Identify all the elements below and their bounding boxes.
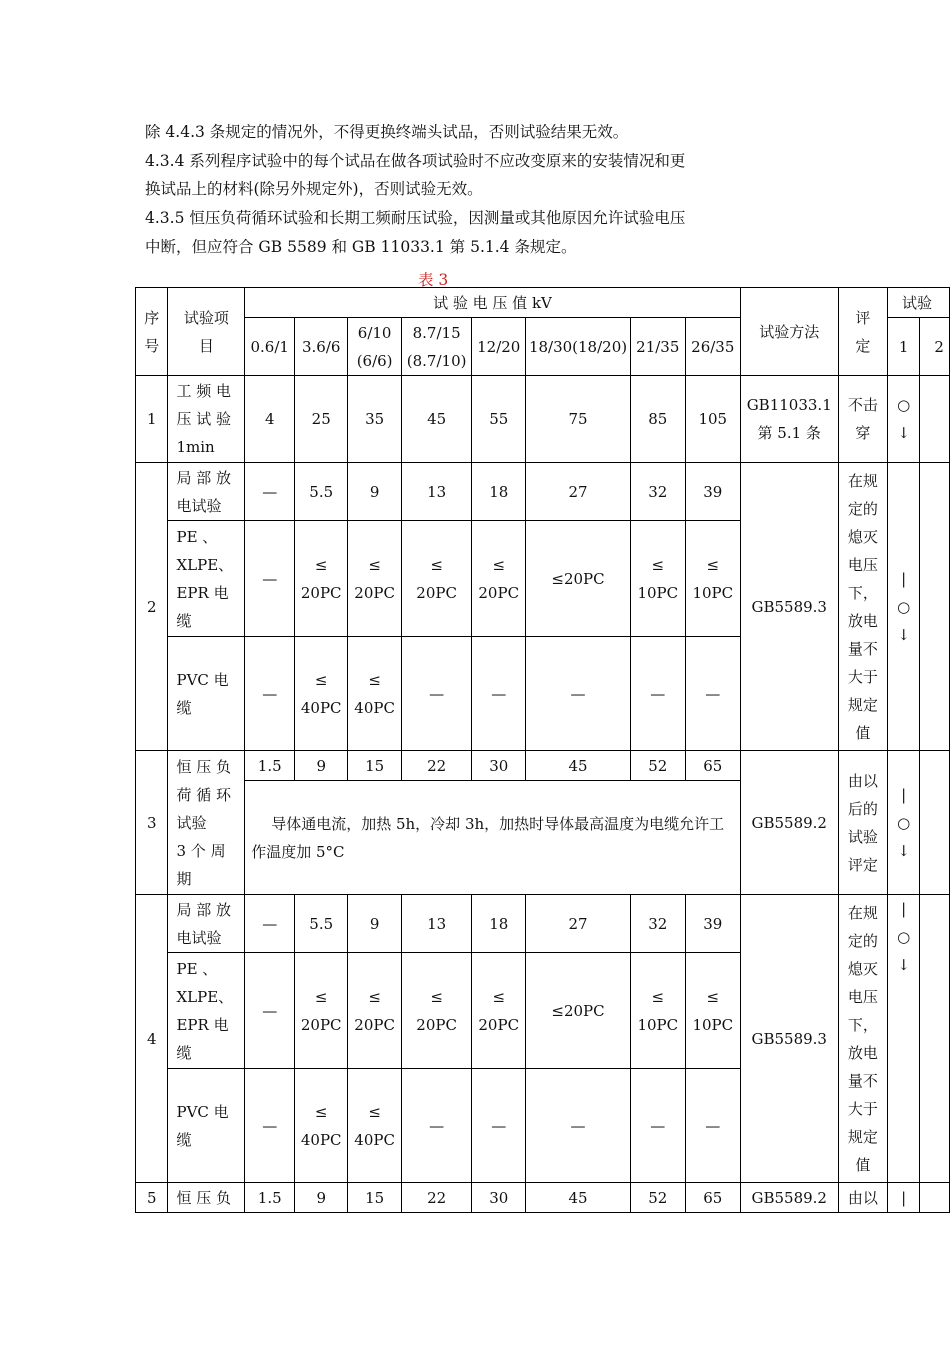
row1-eval: 不击 穿 [838, 376, 887, 463]
row2-pvc-v1: — [245, 637, 295, 751]
row1-v3: 35 [348, 376, 402, 463]
row2-pd-v8: 39 [685, 463, 740, 521]
header-eval: 评 定 [838, 288, 887, 376]
row3-v8: 65 [685, 751, 740, 781]
row2-pd-v6: 27 [526, 463, 631, 521]
row4-pd-v6: 27 [526, 895, 631, 953]
row4-pvc-v6: — [526, 1069, 631, 1183]
table-row [136, 895, 950, 953]
row2-pvc-v3: ≤ 40PC [348, 637, 402, 751]
paragraph-3: 换试品上的材料(除另外规定外)，否则试验无效。 [145, 180, 483, 198]
row3-v7: 52 [630, 751, 685, 781]
row2-pd-v7: 32 [630, 463, 685, 521]
row3-method: GB5589.2 [740, 751, 838, 895]
row5-no: 5 [136, 1183, 168, 1213]
header-v7: 21/35 [630, 318, 685, 376]
row1-v5: 55 [472, 376, 526, 463]
header-v5: 12/20 [472, 318, 526, 376]
row1-blank [920, 376, 950, 463]
row1-v8: 105 [685, 376, 740, 463]
row4-pd-v7: 32 [630, 895, 685, 953]
row1-no: 1 [136, 376, 168, 463]
table-row [136, 1183, 950, 1213]
row4-xlpe-v4: ≤ 20PC [402, 953, 472, 1069]
table-row [136, 376, 950, 463]
row1-v6: 75 [526, 376, 631, 463]
row4-pvc-v5: — [472, 1069, 526, 1183]
row3-item: 恒 压 负 荷 循 环 试验 3 个 周 期 [168, 751, 245, 895]
header-sample-1: 1 [888, 318, 920, 376]
row3-v4: 22 [402, 751, 472, 781]
row3-v3: 15 [348, 751, 402, 781]
row1-v4: 45 [402, 376, 472, 463]
row4-pd-v1: — [245, 895, 295, 953]
row2-xlpe-item: PE 、 XLPE、 EPR 电 缆 [168, 521, 245, 637]
row5-v7: 52 [630, 1183, 685, 1213]
row4-pd-v4: 13 [402, 895, 472, 953]
row4-xlpe-v7: ≤ 10PC [630, 953, 685, 1069]
row4-pvc-v2: ≤ 40PC [295, 1069, 348, 1183]
row2-pvc-v4: — [402, 637, 472, 751]
header-sample: 试验 [888, 288, 950, 318]
row4-pvc-v7: — [630, 1069, 685, 1183]
row2-pvc-v2: ≤ 40PC [295, 637, 348, 751]
row4-eval: 在规 定的 熄灭 电压 下， 放电 量不 大于 规定 值 [838, 895, 887, 1183]
row5-v8: 65 [685, 1183, 740, 1213]
row3-note: 导体通电流，加热 5h，冷却 3h，加热时导体最高温度为电缆允许工 作温度加 5°C [245, 781, 741, 895]
row3-v2: 9 [295, 751, 348, 781]
row1-item: 工 频 电 压 试 验 1min [168, 376, 245, 463]
row5-eval: 由以 [838, 1183, 887, 1213]
row4-xlpe-v8: ≤ 10PC [685, 953, 740, 1069]
row2-xlpe-v4: ≤ 20PC [402, 521, 472, 637]
row4-pd-item: 局 部 放 电试验 [168, 895, 245, 953]
row2-method: GB5589.3 [740, 463, 838, 751]
row2-xlpe-v3: ≤ 20PC [348, 521, 402, 637]
test-table [135, 287, 950, 1213]
row2-xlpe-v1: — [245, 521, 295, 637]
row3-marks: | ○ ↓ [888, 751, 920, 895]
row2-pd-v1: — [245, 463, 295, 521]
header-v3: 6/10 (6/6) [348, 318, 402, 376]
row5-item: 恒 压 负 [168, 1183, 245, 1213]
row3-v1: 1.5 [245, 751, 295, 781]
row4-pvc-v4: — [402, 1069, 472, 1183]
row5-method: GB5589.2 [740, 1183, 838, 1213]
row4-xlpe-v2: ≤ 20PC [295, 953, 348, 1069]
row4-pvc-v8: — [685, 1069, 740, 1183]
row1-method: GB11033.1 第 5.1 条 [740, 376, 838, 463]
row4-no: 4 [136, 895, 168, 1183]
row3-v5: 30 [472, 751, 526, 781]
row2-no: 2 [136, 463, 168, 751]
row2-pvc-v5: — [472, 637, 526, 751]
row2-eval: 在规 定的 熄灭 电压 下， 放电 量不 大于 规定 值 [838, 463, 887, 751]
header-v6: 18/30(18/20) [526, 318, 631, 376]
table-row [136, 463, 950, 521]
row4-xlpe-v3: ≤ 20PC [348, 953, 402, 1069]
table-row [136, 751, 950, 781]
paragraph-4: 4.3.5 恒压负荷循环试验和长期工频耐压试验，因测量或其他原因允许试验电压 [145, 209, 686, 227]
row2-xlpe-v7: ≤ 10PC [630, 521, 685, 637]
row2-pd-v5: 18 [472, 463, 526, 521]
table-caption: 表 3 [418, 271, 449, 289]
row4-pvc-item: PVC 电 缆 [168, 1069, 245, 1183]
header-v4: 8.7/15 (8.7/10) [402, 318, 472, 376]
row2-marks: | ○ ↓ [888, 463, 920, 751]
header-item: 试验项 目 [168, 288, 245, 376]
row5-v2: 9 [295, 1183, 348, 1213]
paragraph-2: 4.3.4 系列程序试验中的每个试品在做各项试验时不应改变原来的安装情况和更 [145, 152, 686, 170]
row1-v2: 25 [295, 376, 348, 463]
header-v8: 26/35 [685, 318, 740, 376]
row3-v6: 45 [526, 751, 631, 781]
header-voltage-group: 试 验 电 压 值 kV [245, 288, 741, 318]
row3-eval: 由以 后的 试验 评定 [838, 751, 887, 895]
row2-xlpe-v8: ≤ 10PC [685, 521, 740, 637]
row5-v5: 30 [472, 1183, 526, 1213]
row1-v1: 4 [245, 376, 295, 463]
row2-pd-v3: 9 [348, 463, 402, 521]
paragraph-1: 除 4.4.3 条规定的情况外，不得更换终端头试品，否则试验结果无效。 [145, 123, 629, 141]
row5-marks: | [888, 1183, 920, 1213]
row5-v3: 15 [348, 1183, 402, 1213]
header-method: 试验方法 [740, 288, 838, 376]
row3-no: 3 [136, 751, 168, 895]
row4-pd-v5: 18 [472, 895, 526, 953]
row5-v6: 45 [526, 1183, 631, 1213]
row4-marks: | ○ ↓ [888, 895, 920, 1183]
row2-pd-v4: 13 [402, 463, 472, 521]
row5-v4: 22 [402, 1183, 472, 1213]
row2-xlpe-v2: ≤ 20PC [295, 521, 348, 637]
row4-xlpe-v5: ≤ 20PC [472, 953, 526, 1069]
row2-pvc-v7: — [630, 637, 685, 751]
header-sample-2: 2 [920, 318, 950, 376]
row3-blank [920, 751, 950, 895]
row4-method: GB5589.3 [740, 895, 838, 1183]
header-no: 序 号 [136, 288, 168, 376]
row4-blank [920, 895, 950, 1183]
row2-xlpe-v6: ≤20PC [526, 521, 631, 637]
row5-v1: 1.5 [245, 1183, 295, 1213]
row4-pd-v2: 5.5 [295, 895, 348, 953]
row1-marks: ○ ↓ [888, 376, 920, 463]
row2-pvc-v8: — [685, 637, 740, 751]
row2-pvc-item: PVC 电 缆 [168, 637, 245, 751]
row5-blank [920, 1183, 950, 1213]
header-v1: 0.6/1 [245, 318, 295, 376]
row4-pvc-v1: — [245, 1069, 295, 1183]
paragraph-5: 中断，但应符合 GB 5589 和 GB 11033.1 第 5.1.4 条规定。 [145, 238, 577, 256]
row2-pvc-v6: — [526, 637, 631, 751]
row2-blank [920, 463, 950, 751]
row4-xlpe-v1: — [245, 953, 295, 1069]
row1-v7: 85 [630, 376, 685, 463]
row4-pd-v3: 9 [348, 895, 402, 953]
row2-xlpe-v5: ≤ 20PC [472, 521, 526, 637]
header-v2: 3.6/6 [295, 318, 348, 376]
row4-xlpe-v6: ≤20PC [526, 953, 631, 1069]
row4-pd-v8: 39 [685, 895, 740, 953]
row4-pvc-v3: ≤ 40PC [348, 1069, 402, 1183]
row4-xlpe-item: PE 、 XLPE、 EPR 电 缆 [168, 953, 245, 1069]
row2-pd-v2: 5.5 [295, 463, 348, 521]
row2-pd-item: 局 部 放 电试验 [168, 463, 245, 521]
